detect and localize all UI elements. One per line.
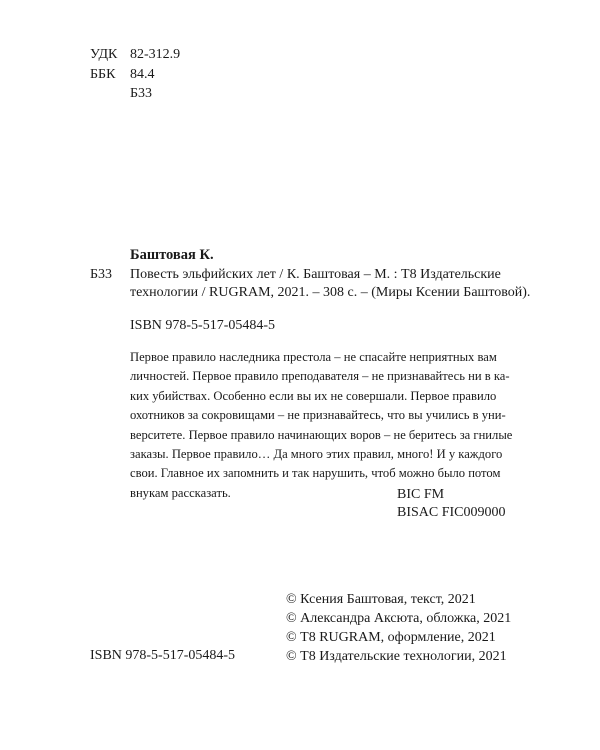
catalog-description-line-2: технологии / RUGRAM, 2021. – 308 с. – (Миры Ксении Баштовой).	[130, 285, 531, 300]
copyright-line: © Т8 Издательские технологии, 2021	[286, 649, 507, 664]
catalog-index: Б33	[90, 267, 113, 282]
copyright-line: © Т8 RUGRAM, оформление, 2021	[286, 630, 496, 645]
footer-isbn: ISBN 978-5-517-05484-5	[90, 648, 236, 663]
author-heading: Баштовая К.	[130, 247, 214, 263]
udk-value: 82-312.9	[130, 47, 181, 62]
bic-code: BIC FM	[397, 487, 445, 502]
udk-line	[90, 44, 180, 66]
catalog-description-line-1: Повесть эльфийских лет / К. Баштовая – М. : Т8 Издательские	[130, 267, 501, 282]
catalog-isbn: ISBN 978-5-517-05484-5	[130, 318, 276, 333]
annotation-line: внукам рассказать.	[130, 485, 231, 500]
annotation-line: охотников за сокровищами – не признавайтесь, что вы учились в уни-	[130, 408, 506, 423]
bbk-label: ББК	[90, 67, 116, 82]
annotation-line: ких убийствах. Особенно если вы их не совершали. Первое правило	[130, 388, 497, 403]
bisac-code: BISAC FIC009000	[397, 505, 506, 520]
copyright-line: © Ксения Баштовая, текст, 2021	[286, 592, 476, 607]
annotation-line: верситете. Первое правило начинающих воров – не беритесь за гнилые	[130, 427, 513, 442]
bbk-value: 84.4	[130, 67, 155, 82]
annotation-line: заказы. Первое правило… Да много этих правил, много! И у каждого	[130, 447, 503, 462]
author-mark: Б33	[130, 86, 153, 101]
annotation-block	[130, 348, 512, 503]
annotation-line: свои. Главное их запомнить и так нарушить, чтоб можно было потом	[130, 466, 501, 481]
annotation-line: личностей. Первое правило преподавателя – не признавайтесь ни в ка-	[130, 369, 510, 384]
copyright-line: © Александра Аксюта, обложка, 2021	[286, 611, 512, 626]
udk-label: УДК	[90, 47, 118, 62]
annotation-line: Первое правило наследника престола – не спасайте неприятных вам	[130, 350, 497, 364]
copyright-block	[286, 589, 511, 668]
